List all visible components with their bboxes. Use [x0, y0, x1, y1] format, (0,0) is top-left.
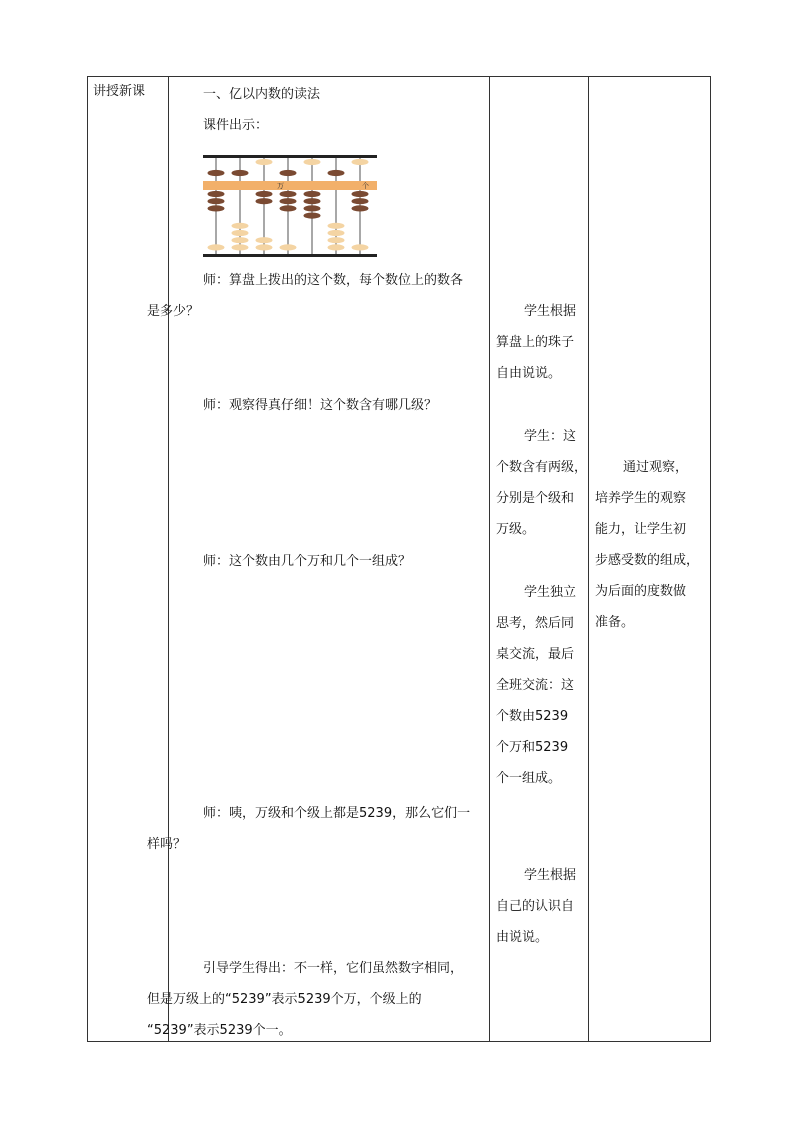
student-answer-3-line-7: 个一组成。 — [496, 771, 562, 786]
abacus-lower-bead — [328, 237, 345, 243]
question-1 — [147, 265, 487, 327]
student-answer-3-line-3: 桌交流，最后 — [496, 647, 575, 662]
question-4-line-1: 师：咦，万级和个级上都是5239，那么它们一 — [203, 806, 471, 821]
abacus-lower-bead — [280, 191, 297, 197]
abacus-upper-bead — [328, 170, 345, 176]
student-answer-3-line-6: 个万和5239 — [496, 740, 569, 755]
student-answer-1-line-1: 学生根据 — [524, 304, 577, 319]
design-intent-line-6: 准备。 — [595, 615, 635, 630]
student-activity-cell — [490, 77, 589, 1042]
student-answer-1 — [496, 296, 576, 389]
abacus-lower-bead — [256, 198, 273, 204]
question-1-line-1: 师：算盘上拨出的这个数，每个数位上的数各 — [203, 273, 464, 288]
abacus-top-frame — [203, 155, 377, 158]
abacus-lower-bead — [256, 191, 273, 197]
conclusion-line-2: 但是万级上的“5239”表示5239个万，个级上的 — [147, 992, 422, 1007]
student-answer-1-line-3: 自由说说。 — [496, 366, 562, 381]
abacus-lower-bead — [304, 205, 321, 211]
abacus-lower-bead — [280, 244, 297, 250]
question-4 — [147, 798, 487, 860]
abacus-lower-bead — [208, 198, 225, 204]
student-answer-2-line-2: 个数含有两级， — [496, 460, 588, 475]
segment-cell — [88, 77, 169, 1042]
abacus-lower-bead — [256, 237, 273, 243]
section-heading: 一、亿以内数的读法 — [203, 87, 321, 102]
design-intent-line-2: 培养学生的观察 — [595, 491, 687, 506]
student-answer-2-line-3: 分别是个级和 — [496, 491, 575, 506]
conclusion — [147, 953, 487, 1046]
abacus-lower-bead — [208, 191, 225, 197]
student-answer-1-line-2: 算盘上的珠子 — [496, 335, 575, 350]
abacus-lower-bead — [232, 223, 249, 229]
abacus-beam — [203, 181, 377, 190]
abacus-lower-bead — [208, 205, 225, 211]
student-answer-3-line-2: 思考，然后同 — [496, 616, 575, 631]
lesson-plan-table — [87, 76, 711, 1042]
question-3: 师：这个数由几个万和几个一组成？ — [203, 554, 412, 569]
student-answer-2-line-4: 万级。 — [496, 522, 536, 537]
abacus-label-ge: 个 — [362, 182, 369, 190]
student-answer-4-line-2: 自己的认识自 — [496, 899, 575, 914]
question-1-line-2: 是多少？ — [147, 304, 200, 319]
design-intent-line-1: 通过观察， — [623, 460, 689, 475]
question-4-line-2: 样吗？ — [147, 837, 187, 852]
design-intent-line-5: 为后面的度数做 — [595, 584, 687, 599]
abacus-upper-bead — [352, 159, 369, 165]
segment-label: 讲授新课 — [93, 84, 146, 99]
courseware-label: 课件出示： — [203, 118, 269, 133]
abacus-lower-bead — [304, 191, 321, 197]
abacus-lower-bead — [280, 198, 297, 204]
abacus-upper-bead — [256, 159, 273, 165]
student-answer-3-line-4: 全班交流：这 — [496, 678, 575, 693]
conclusion-line-3: “5239”表示5239个一。 — [147, 1023, 292, 1038]
abacus-lower-bead — [328, 223, 345, 229]
student-answer-3 — [496, 577, 576, 794]
abacus-lower-bead — [232, 244, 249, 250]
student-answer-2-line-1: 学生：这 — [524, 429, 577, 444]
design-intent-cell — [589, 77, 711, 1042]
abacus-lower-bead — [352, 191, 369, 197]
abacus-lower-bead — [352, 198, 369, 204]
student-answer-4 — [496, 860, 576, 953]
abacus-upper-bead — [208, 170, 225, 176]
design-intent-line-4: 步感受数的组成， — [595, 553, 700, 568]
student-answer-4-line-3: 由说说。 — [496, 930, 549, 945]
question-2: 师：观察得真仔细！这个数含有哪几级？ — [203, 398, 438, 413]
abacus-lower-bead — [256, 244, 273, 250]
abacus-lower-bead — [352, 244, 369, 250]
student-answer-3-line-5: 个数由5239 — [496, 709, 569, 724]
design-intent-line-3: 能力，让学生初 — [595, 522, 687, 537]
conclusion-line-1: 引导学生得出：不一样，它们虽然数字相同， — [203, 961, 464, 976]
abacus-lower-bead — [232, 230, 249, 236]
abacus-lower-bead — [280, 205, 297, 211]
abacus-lower-bead — [352, 205, 369, 211]
abacus-upper-bead — [232, 170, 249, 176]
student-answer-3-line-1: 学生独立 — [524, 585, 577, 600]
student-answer-2 — [496, 421, 587, 545]
abacus-upper-bead — [304, 159, 321, 165]
abacus-lower-bead — [232, 237, 249, 243]
abacus-lower-bead — [208, 244, 225, 250]
teacher-activity-cell — [147, 77, 490, 1042]
abacus-upper-bead — [280, 170, 297, 176]
design-intent — [595, 452, 699, 638]
abacus-lower-bead — [328, 244, 345, 250]
abacus-lower-bead — [328, 230, 345, 236]
abacus-lower-bead — [304, 198, 321, 204]
abacus-bottom-frame — [203, 254, 377, 257]
student-answer-4-line-1: 学生根据 — [524, 868, 577, 883]
abacus-label-wan: 万 — [277, 182, 284, 190]
abacus-image — [203, 155, 377, 257]
abacus-lower-bead — [304, 213, 321, 219]
